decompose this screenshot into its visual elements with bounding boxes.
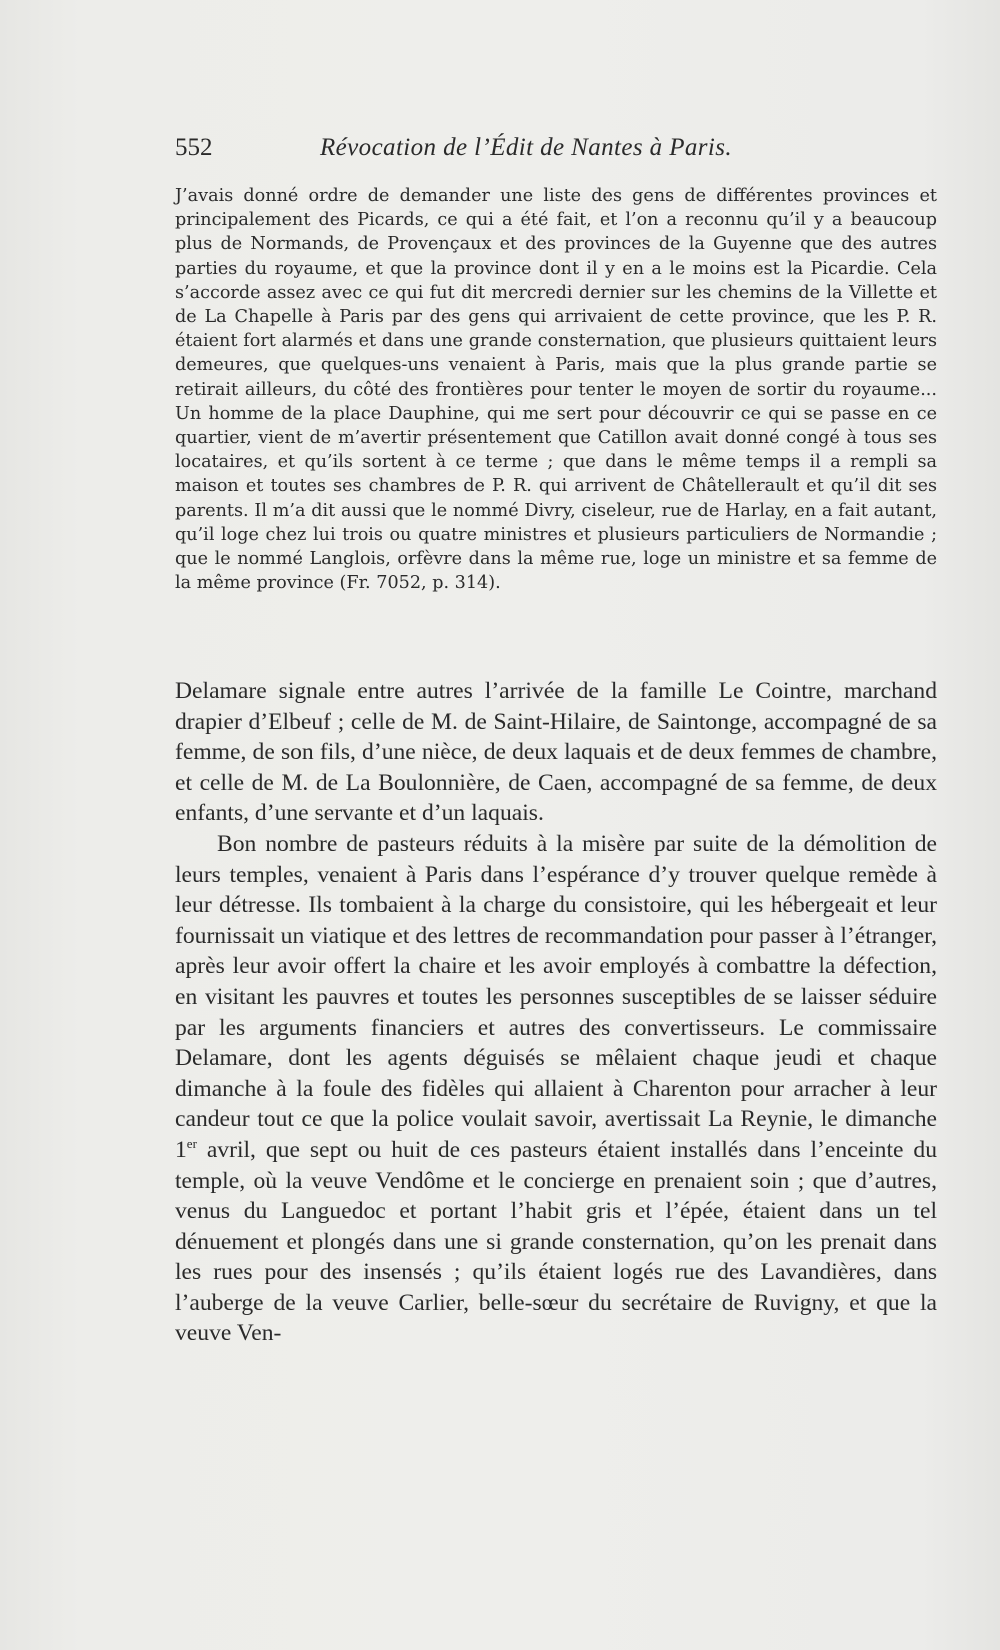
paragraph-2-text-before: Bon nombre de pasteurs réduits à la misère par suite de la démolition de leurs temples, venaient à Paris dans l’espérance d’y trouver quelque remède à leur détresse. Ils tombaient à la charge du consistoire, qui les hébergeait et leur fournissait un viatique et des lettres de recommandation pour passer à l’étranger, après leur avoir offert la chaire et les avoir employés à combattre la défection, en visitant les pauvres et toutes les personnes susceptibles de se laisser séduire par les arguments financiers et autres des convertisseurs. Le commissaire Delamare, dont les agents déguisés se mêlaient chaque jeudi et chaque dimanche à la foule des fidèles qui allaient à Charenton pour arracher à leur candeur tout ce que la police voulait savoir, avertissait La Reynie, le dimanche 1 xyxy=(175,830,937,1163)
paragraph-2-text-after: avril, que sept ou huit de ces pasteurs étaient installés dans l’enceinte du temple, où la veuve Vendôme et le concierge en prenaient soin ; que d’autres, venus du Languedoc et portant l’habit gris et l’épée, étaient dans un tel dénuement et plongés dans une si grande consternation, qu’on les prenait dans les rues pour des insensés ; qu’ils étaient logés rue des Lavandières, dans l’auberge de la veuve Carlier, belle-sœur du secrétaire de Ruvigny, et que la veuve Ven- xyxy=(175,1136,937,1347)
running-title: Révocation de l’Édit de Nantes à Paris. xyxy=(320,134,733,161)
body-paragraph-2 xyxy=(175,829,937,1349)
page-number: 552 xyxy=(175,134,213,161)
block-quote xyxy=(175,184,937,595)
page-header xyxy=(175,134,937,170)
ordinal-superscript: er xyxy=(186,1135,197,1151)
quote-paragraph: J’avais donné ordre de demander une liste des gens de différentes provinces et principalement des Picards, ce qui a été fait, et l’on a reconnu qu’il y a beaucoup plus de Normands, de Provençaux et des provinces de la Guyenne que des autres parties du royaume, et que la province dont il y en a le moins est la Picardie. Cela s’accorde assez avec ce qui fut dit mercredi dernier sur les chemins de la Villette et de La Chapelle à Paris par des gens qui arrivaient de cette province, que les P. R. étaient fort alarmés et dans une grande consternation, que plusieurs quittaient leurs demeures, que quelques-uns venaient à Paris, mais que la plus grande partie se retirait ailleurs, du côté des frontières pour tenter le moyen de sortir du royaume... Un homme de la place Dauphine, qui me sert pour découvrir ce qui se passe en ce quartier, vient de m’avertir présentement que Catillon avait donné congé à tous ses locataires, et qu’ils sortent à ce terme ; que dans le même temps il a rempli sa maison et toutes ses chambres de P. R. qui arrivent de Châtellerault et qu’il dit ses parents. Il m’a dit aussi que le nommé Divry, ciseleur, rue de Harlay, en a fait autant, qu’il loge chez lui trois ou quatre ministres et plusieurs particuliers de Normandie ; que le nommé Langlois, orfèvre dans la même rue, loge un ministre et sa femme de la même province (Fr. 7052, p. 314). xyxy=(175,186,937,594)
body-paragraph-1: Delamare signale entre autres l’arrivée de la famille Le Cointre, marchand drapier d’Elbeuf ; celle de M. de Saint-Hilaire, de Saintonge, accompagné de sa femme, de son fils, d’une nièce, de deux laquais et de deux femmes de chambre, et celle de M. de La Boulonnière, de Caen, accompagné de sa femme, de deux enfants, d’une servante et d’un laquais. xyxy=(175,678,937,827)
main-text xyxy=(175,676,937,1349)
